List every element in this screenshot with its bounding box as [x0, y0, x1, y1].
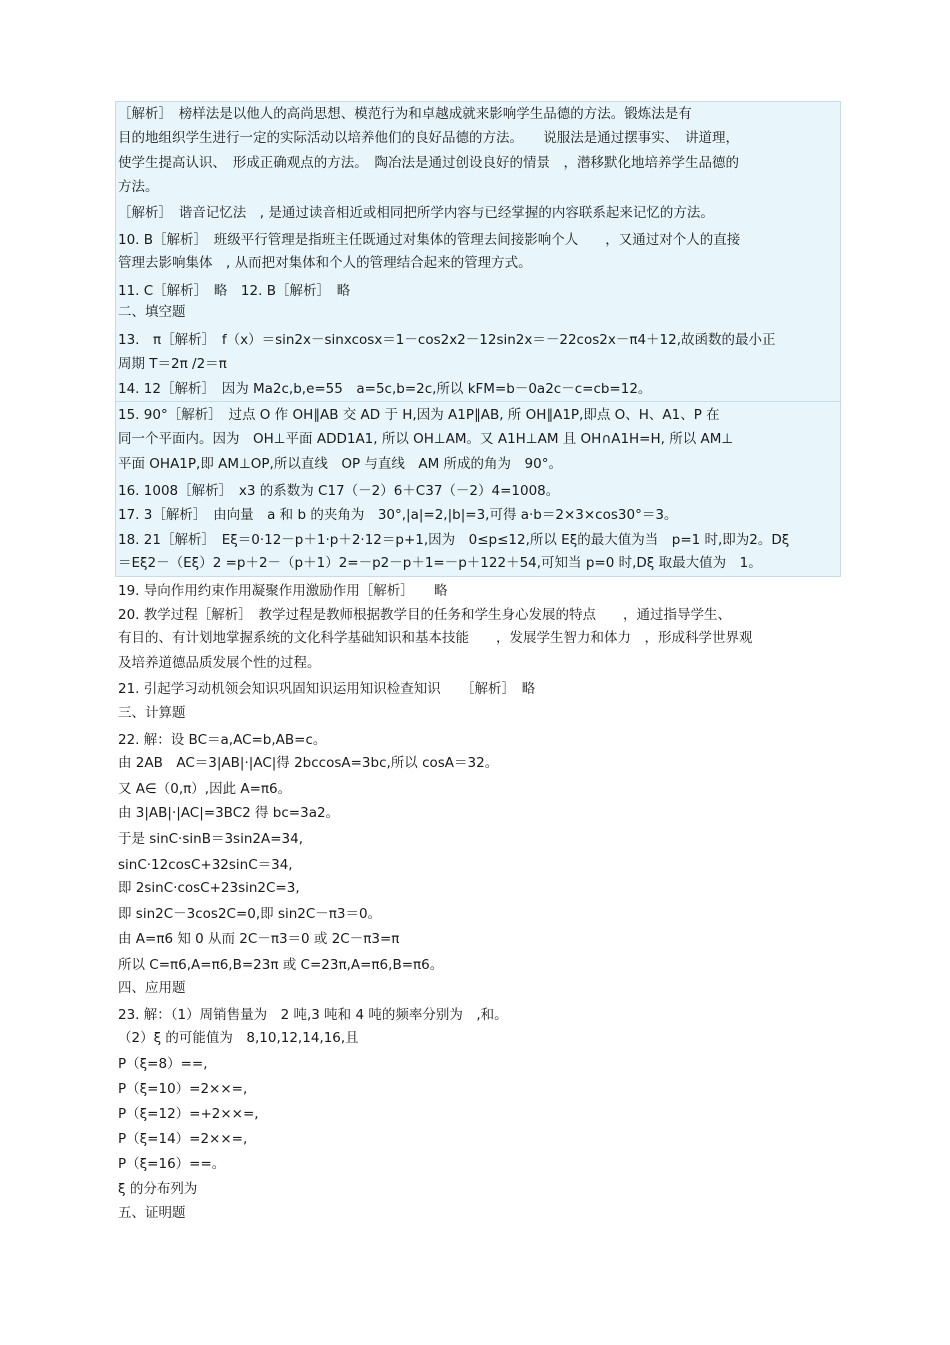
text-line: 15. 90°［解析］ 过点 O 作 OH∥AB 交 AD 于 H,因为 A1P∥AB, 所 OH∥A1P,即点 O、H、A1、P 在: [118, 407, 720, 423]
text-line: 平面 OHA1P,即 AM⊥OP,所以直线 OP 与直线 AM 所成的角为 90°。: [118, 456, 562, 472]
text-line: 使学生提高认识、 形成正确观点的方法。 陶冶法是通过创设良好的情景 ，潜移默化地培养学生品德的: [118, 155, 739, 171]
text-line: 由 A=π6 知 0 从而 2C－π3＝0 或 2C－π3=π: [118, 931, 400, 947]
text-line: 20. 教学过程［解析］ 教学过程是教师根据教学目的任务和学生身心发展的特点 ，通过指导学生、: [118, 607, 732, 623]
text-line: 23. 解：（1）周销售量为 2 吨,3 吨和 4 吨的频率分别为 ,和。: [118, 1007, 508, 1023]
section-heading: 三、计算题: [118, 705, 186, 721]
text-line: 由 3|AB|·|AC|=3BC2 得 bc=3a2。: [118, 805, 340, 821]
text-line: 13. π［解析］ f（x）＝sin2x－sinxcosx＝1－cos2x2－12sin2x＝－22cos2x－π4＋12,故函数的最小正: [118, 332, 776, 348]
section-heading: 五、证明题: [118, 1205, 186, 1221]
text-line: ＝Eξ2－（Eξ）2 =p＋2－（p＋1）2=－p2－p＋1=－p＋122＋54,可知当 p=0 时,Dξ 取最大值为 1。: [118, 555, 762, 571]
text-line: 17. 3［解析］ 由向量 a 和 b 的夹角为 30°,|a|=2,|b|=3,可得 a·b＝2×3×cos30°＝3。: [118, 507, 678, 523]
text-line: 方法。: [118, 179, 159, 195]
text-line: P（ξ=10）=2××=,: [118, 1081, 248, 1097]
text-line: 又 A∈（0,π）,因此 A=π6。: [118, 781, 292, 797]
text-line: ［解析］ 榜样法是以他人的高尚思想、模范行为和卓越成就来影响学生品德的方法。锻炼法是有: [118, 106, 692, 122]
text-line: 目的地组织学生进行一定的实际活动以培养他们的良好品德的方法。 说服法是通过摆事实、 讲道理，: [118, 130, 739, 146]
text-line: 同一个平面内。因为 OH⊥平面 ADD1A1, 所以 OH⊥AM。又 A1H⊥AM 且 OH∩A1H=H, 所以 AM⊥: [118, 431, 734, 447]
text-line: 所以 C=π6,A=π6,B=23π 或 C=23π,A=π6,B=π6。: [118, 957, 444, 973]
text-line: 22. 解：设 BC＝a,AC=b,AB=c。: [118, 732, 327, 748]
text-line: 即 2sinC·cosC+23sin2C=3,: [118, 880, 300, 896]
text-line: 有目的、有计划地掌握系统的文化科学基础知识和基本技能 ，发展学生智力和体力 ，形成科学世界观: [118, 630, 753, 646]
text-line: 周期 T＝2π /2＝π: [118, 356, 227, 372]
section-heading: 二、填空题: [118, 304, 186, 320]
text-line: 于是 sinC·sinB＝3sin2A=34,: [118, 831, 303, 847]
text-line: 11. C［解析］ 略 12. B［解析］ 略: [118, 283, 351, 299]
section-heading: 四、应用题: [118, 980, 186, 996]
text-line: P（ξ=12）=+2××=,: [118, 1106, 259, 1122]
text-line: （2）ξ 的可能值为 8,10,12,14,16,且: [118, 1030, 359, 1046]
text-line: P（ξ=16）==。: [118, 1156, 226, 1172]
text-line: ［解析］ 谐音记忆法 , 是通过读音相近或相同把所学内容与已经掌握的内容联系起来记忆的方法。: [118, 205, 714, 221]
text-line: 由 2AB AC＝3|AB|·|AC|得 2bccosA=3bc,所以 cosA＝32。: [118, 755, 499, 771]
text-line: 10. B［解析］ 班级平行管理是指班主任既通过对集体的管理去间接影响个人 ，又通过对个人的直接: [118, 232, 741, 248]
text-line: sinC·12cosC+32sinC＝34,: [118, 857, 293, 873]
text-line: 18. 21［解析］ Eξ＝0·12－p＋1·p＋2·12＝p+1,因为 0≤p≤12,所以 Eξ的最大值为当 p=1 时,即为2。Dξ: [118, 532, 790, 548]
text-line: P（ξ=14）=2××=,: [118, 1131, 248, 1147]
text-line: 即 sin2C－3cos2C=0,即 sin2C－π3＝0。: [118, 906, 382, 922]
text-line: 管理去影响集体 , 从而把对集体和个人的管理结合起来的管理方式。: [118, 255, 532, 271]
text-line: 16. 1008［解析］ x3 的系数为 C17（－2）6＋C37（－2）4=1008。: [118, 483, 560, 499]
text-line: ξ 的分布列为: [118, 1181, 198, 1197]
text-line: 19. 导向作用约束作用凝聚作用激励作用［解析］ 略: [118, 583, 448, 599]
text-line: 14. 12［解析］ 因为 Ma2c,b,e=55 a=5c,b=2c,所以 kFM=b－0a2c－c=cb=12。: [118, 381, 652, 397]
text-line: 21. 引起学习动机领会知识巩固知识运用知识检查知识 ［解析］ 略: [118, 681, 536, 697]
text-line: P（ξ=8）==,: [118, 1056, 208, 1072]
text-line: 及培养道德品质发展个性的过程。: [118, 655, 321, 671]
